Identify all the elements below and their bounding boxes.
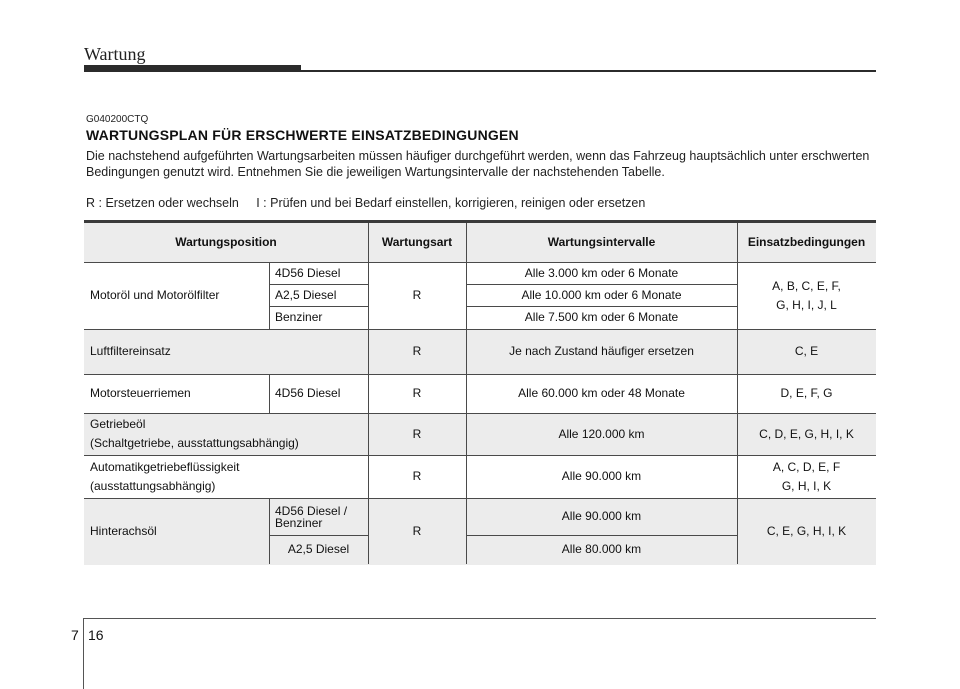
header-wartungsintervalle: Wartungsintervalle <box>547 235 656 249</box>
header-wartungsart: Wartungsart <box>381 235 453 249</box>
conditions-luftfilter: C, E <box>794 344 819 358</box>
item-automatik <box>84 455 368 498</box>
conditions-motoroel <box>737 262 876 329</box>
art-motoroel: R <box>412 288 422 302</box>
conditions-getriebeoel: C, D, E, G, H, I, K <box>759 426 854 441</box>
conditions-line: G, H, I, K <box>781 478 832 493</box>
item-luftfilter: Luftfiltereinsatz <box>90 344 171 358</box>
page-number: 16 <box>88 627 104 643</box>
intro-text: Die nachstehend aufgeführten Wartungsarbeiten müssen häufiger durchgeführt werden, wenn das Fahrzeug hauptsächlich unter erschwerten Bedingungen genutzt wird. Entnehmen Sie die jeweiligen Wartungsintervalle der nachstehenden Tabelle. <box>86 149 870 179</box>
maintenance-table <box>84 220 876 564</box>
engine-benziner: Benziner <box>275 310 323 324</box>
item-getriebeoel <box>84 413 368 455</box>
art-luftfilter: R <box>412 344 422 358</box>
item-steuerriemen: Motorsteuerriemen <box>90 386 191 400</box>
header-rule <box>301 70 876 72</box>
header-bar <box>84 65 301 72</box>
art-steuerriemen: R <box>412 386 422 400</box>
section-title: WARTUNGSPLAN FÜR ERSCHWERTE EINSATZBEDINGUNGEN <box>86 127 519 143</box>
interval-luftfilter: Je nach Zustand häufiger ersetzen <box>509 344 694 358</box>
art-hinterachse: R <box>412 523 422 538</box>
engine-4d56: 4D56 Diesel <box>275 265 341 280</box>
engine-line: Benziner <box>275 515 323 530</box>
item-motoroel: Motoröl und Motorölfilter <box>90 288 220 302</box>
engine-steuerriemen: 4D56 Diesel <box>275 386 341 400</box>
conditions-steuerriemen: D, E, F, G <box>780 386 833 400</box>
interval-motoroel-a25: Alle 10.000 km oder 6 Monate <box>521 287 682 302</box>
conditions-line: A, C, D, E, F <box>772 459 841 474</box>
item-line: (Schaltgetriebe, ausstattungsabhängig) <box>90 436 299 450</box>
interval-motoroel-benziner: Alle 7.500 km oder 6 Monate <box>524 310 679 324</box>
item-line: Getriebeöl <box>90 417 146 431</box>
section-code: G040200CTQ <box>86 114 149 125</box>
interval-hinterachse-2: Alle 80.000 km <box>561 542 642 556</box>
engine-hinterachse-2: A2,5 Diesel <box>287 542 350 556</box>
footer-rule <box>84 618 876 619</box>
conditions-automatik <box>737 455 876 498</box>
interval-motoroel-4d56: Alle 3.000 km oder 6 Monate <box>524 265 679 280</box>
conditions-hinterachse: C, E, G, H, I, K <box>766 523 847 538</box>
interval-steuerriemen: Alle 60.000 km oder 48 Monate <box>518 386 685 400</box>
chapter-number: 7 <box>71 627 79 643</box>
header-wartungsposition: Wartungsposition <box>175 235 277 249</box>
art-getriebeoel: R <box>412 426 422 441</box>
interval-automatik: Alle 90.000 km <box>561 469 642 483</box>
engine-hinterachse-1 <box>269 498 368 535</box>
engine-a25: A2,5 Diesel <box>275 287 337 302</box>
interval-hinterachse-1: Alle 90.000 km <box>561 509 642 523</box>
engine-line: 4D56 Diesel / <box>275 503 348 518</box>
item-hinterachse: Hinterachsöl <box>90 523 157 538</box>
item-line: (ausstattungsabhängig) <box>90 478 216 493</box>
footer-divider <box>83 618 84 689</box>
header-einsatzbedingungen: Einsatzbedingungen <box>747 235 866 249</box>
art-automatik: R <box>412 469 422 483</box>
header-title: Wartung <box>84 44 146 64</box>
item-line: Automatikgetriebeflüssigkeit <box>90 459 240 474</box>
legend-text: R : Ersetzen oder wechseln I : Prüfen und bei Bedarf einstellen, korrigieren, reinigen oder ersetzen <box>86 196 646 210</box>
conditions-line: A, B, C, E, F, <box>772 278 841 293</box>
interval-getriebeoel: Alle 120.000 km <box>558 426 645 441</box>
conditions-line: G, H, I, J, L <box>776 297 837 312</box>
